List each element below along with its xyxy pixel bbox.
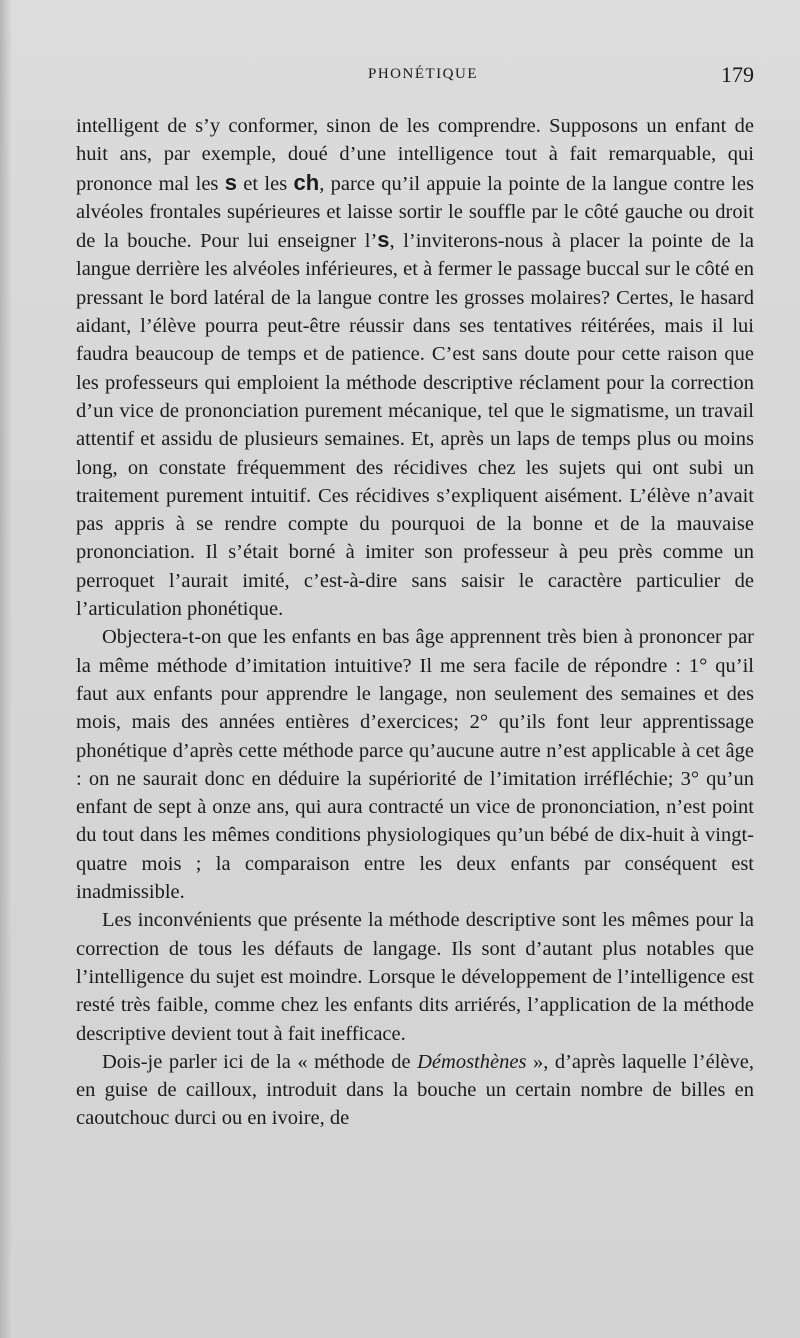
paragraph <box>76 623 754 906</box>
paragraph <box>76 112 754 623</box>
text-run: Dois-je parler ici de la « méthode de <box>102 1050 418 1073</box>
page-number: 179 <box>721 62 754 87</box>
page-header <box>76 62 754 92</box>
text-run: », d’après laquelle l’élève, en guise de cailloux, introduit dans la bouche un certain nombre de billes en caoutchouc durci ou en ivoire, de <box>76 1050 754 1130</box>
page-edge-shadow <box>0 0 12 1338</box>
text-run: , parce qu’il appuie la pointe de la langue contre les alvéoles frontales supérieures et laisse sortir le souffle par le côté gauche ou droit de la bouche. Pour lui enseigner l’ <box>76 172 754 253</box>
phoneme-letter: ch <box>293 169 320 195</box>
text-run: et les <box>236 172 294 195</box>
paragraph <box>76 906 754 1047</box>
text-run: Les inconvénients que présente la méthode descriptive sont les mêmes pour la correction de tous les défauts de langage. Ils sont d’autant plus notables que l’intelligence du sujet est moindre. Lorsque le développement de l’intelligence est resté très faible, comme chez les enfants dits arriérés, l’application de la méthode descriptive devient tout à fait inefficace. <box>76 909 754 1045</box>
body-text <box>76 112 754 1133</box>
paragraph <box>76 1048 754 1133</box>
text-run: Objectera-t-on que les enfants en bas âge apprennent très bien à prononcer par la même méthode d’imitation intuitive? Il me sera facile de répondre : 1° qu’il faut aux enfants pour apprendre le langage, non seulement des semaines et des mois, mais des années entières d’exercices; 2° qu’ils font leur apprentissage phonétique d’après cette méthode parce qu’aucune autre n’est applicable à cet âge : on ne saurait donc en déduire la supériorité de l’imitation irréfléchie; 3° qu’un enfant de sept à onze ans, qui aura contracté un vice de prononciation, n’est point du tout dans les mêmes conditions physiologiques qu’un bébé de dix-huit à vingt-quatre mois ; la comparaison entre les deux enfants par conséquent est inadmissible. <box>76 626 754 904</box>
italic-text: Démosthènes <box>417 1050 527 1073</box>
running-title: PHONÉTIQUE <box>368 66 478 82</box>
phoneme-letter: s <box>224 169 237 195</box>
phoneme-letter: s <box>377 227 390 253</box>
text-run: , l’inviterons-nous à placer la pointe de la langue derrière les alvéoles inférieures, et à fermer le passage buccal sur le côté en pressant le bord latéral de la langue contre les grosses molaires? Certes, le hasard aidant, l’élève pourra peut-être réussir dans ses tentatives réitérées, mais il lui faudra beaucoup de temps et de patience. C’est sans doute pour cette raison que les professeurs qui emploient la méthode descriptive réclament pour la correction d’un vice de prononciation purement mécanique, tel que le sigmatisme, un travail attentif et assidu de plusieurs semaines. Et, après un laps de temps plus ou moins long, on constate fréquemment des récidives chez les sujets qui ont subi un traitement purement intuitif. Ces récidives s’expliquent aisément. L’élève n’avait pas appris à se rendre compte du pourquoi de la bonne et de la mauvaise prononciation. Il s’était borné à imiter son professeur à peu près comme un perroquet l’aurait imité, c’est-à-dire sans saisir le caractère particulier de l’articulation phonétique. <box>76 230 754 621</box>
text-run: intelligent de s’y conformer, sinon de les comprendre. Supposons un enfant de huit ans, par exemple, doué d’une intelligence tout à fait remarquable, qui prononce mal les <box>76 115 754 195</box>
